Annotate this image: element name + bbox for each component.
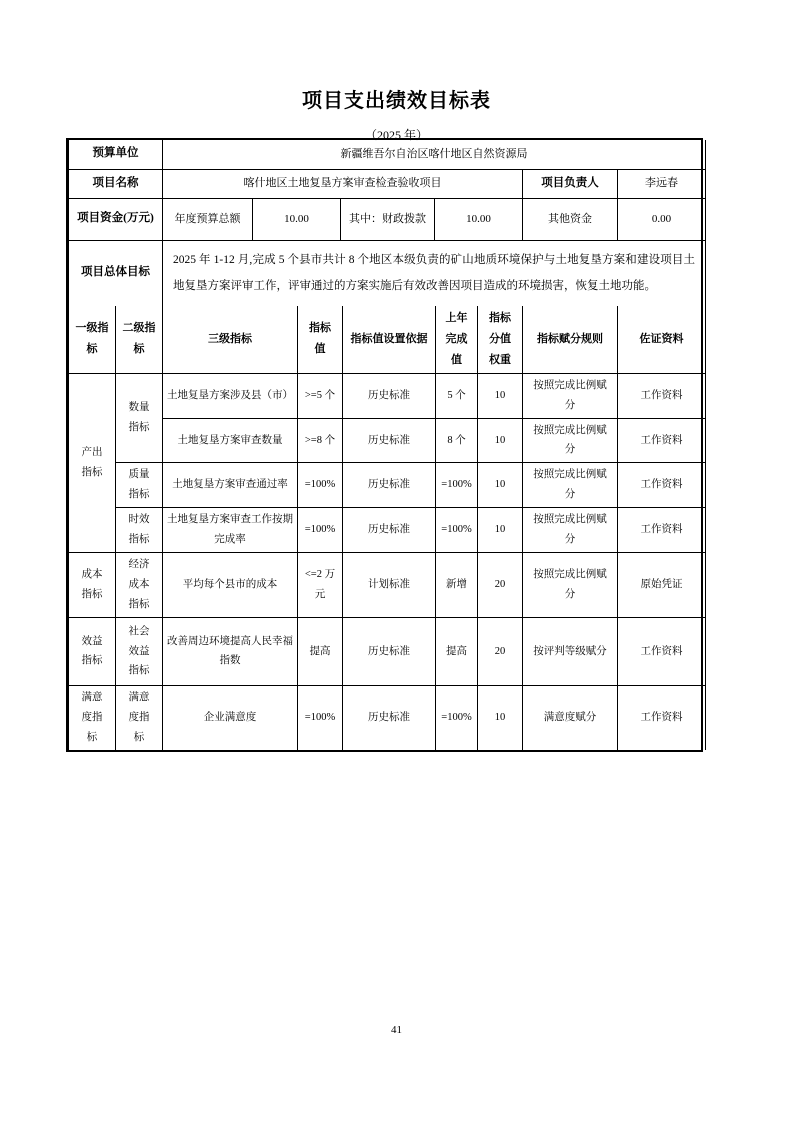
weight-cell: 10 bbox=[478, 418, 523, 463]
target-value-cell: =100% bbox=[298, 508, 343, 553]
target-value-cell: =100% bbox=[298, 685, 343, 749]
prev-year-cell: 新增 bbox=[436, 553, 478, 618]
evidence-cell: 工作资料 bbox=[618, 617, 706, 685]
level1-output-indicator: 产出指标 bbox=[69, 373, 116, 553]
evidence-cell: 工作资料 bbox=[618, 508, 706, 553]
level1-benefit-indicator: 效益指标 bbox=[69, 617, 116, 685]
target-value-cell: 提高 bbox=[298, 617, 343, 685]
level2-economic-cost-indicator: 经济成本指标 bbox=[116, 553, 163, 618]
page-subtitle: （2025 年） bbox=[364, 128, 428, 142]
evidence-cell: 工作资料 bbox=[618, 685, 706, 749]
basis-cell: 历史标准 bbox=[343, 617, 436, 685]
header-level2: 二级指标 bbox=[116, 306, 163, 373]
basis-cell: 历史标准 bbox=[343, 463, 436, 508]
basis-cell: 历史标准 bbox=[343, 373, 436, 418]
page-number: 41 bbox=[391, 1024, 402, 1036]
header-evidence: 佐证资料 bbox=[618, 306, 706, 373]
level1-satisfaction-indicator: 满意度指标 bbox=[69, 685, 116, 749]
target-value-cell: >=8 个 bbox=[298, 418, 343, 463]
basis-cell: 历史标准 bbox=[343, 508, 436, 553]
indicator-name-cell: 改善周边环境提高人民幸福指数 bbox=[163, 617, 298, 685]
scoring-rule-cell: 满意度赋分 bbox=[523, 685, 618, 749]
project-name-label: 项目名称 bbox=[69, 169, 163, 198]
evidence-cell: 工作资料 bbox=[618, 418, 706, 463]
prev-year-cell: =100% bbox=[436, 508, 478, 553]
header-target-value: 指标值 bbox=[298, 306, 343, 373]
indicator-name-cell: 土地复垦方案审查通过率 bbox=[163, 463, 298, 508]
weight-cell: 20 bbox=[478, 617, 523, 685]
project-funds-label: 项目资金(万元) bbox=[69, 198, 163, 240]
header-scoring-rule: 指标赋分规则 bbox=[523, 306, 618, 373]
indicator-name-cell: 企业满意度 bbox=[163, 685, 298, 749]
prev-year-cell: 5 个 bbox=[436, 373, 478, 418]
level2-quantity-indicator: 数量指标 bbox=[116, 373, 163, 463]
scoring-rule-cell: 按照完成比例赋分 bbox=[523, 463, 618, 508]
annual-budget-value: 10.00 bbox=[253, 198, 341, 240]
level2-social-benefit-indicator: 社会效益指标 bbox=[116, 617, 163, 685]
prev-year-cell: =100% bbox=[436, 463, 478, 508]
weight-cell: 10 bbox=[478, 508, 523, 553]
page-title: 项目支出绩效目标表 bbox=[302, 90, 491, 112]
indicator-name-cell: 土地复垦方案审查数量 bbox=[163, 418, 298, 463]
prev-year-cell: 8 个 bbox=[436, 418, 478, 463]
target-value-cell: =100% bbox=[298, 463, 343, 508]
annual-budget-label: 年度预算总额 bbox=[163, 198, 253, 240]
overall-goal-label: 项目总体目标 bbox=[69, 240, 163, 306]
basis-cell: 历史标准 bbox=[343, 685, 436, 749]
basis-cell: 历史标准 bbox=[343, 418, 436, 463]
project-name-value: 喀什地区土地复垦方案审查检查验收项目 bbox=[163, 169, 523, 198]
scoring-rule-cell: 按照完成比例赋分 bbox=[523, 373, 618, 418]
indicator-name-cell: 土地复垦方案涉及县（市） bbox=[163, 373, 298, 418]
evidence-cell: 原始凭证 bbox=[618, 553, 706, 618]
level1-cost-indicator: 成本指标 bbox=[69, 553, 116, 618]
performance-table bbox=[66, 138, 703, 752]
basis-cell: 计划标准 bbox=[343, 553, 436, 618]
evidence-cell: 工作资料 bbox=[618, 373, 706, 418]
header-prev-year: 上年完成值 bbox=[436, 306, 478, 373]
level2-quality-indicator: 质量指标 bbox=[116, 463, 163, 508]
scoring-rule-cell: 按照完成比例赋分 bbox=[523, 508, 618, 553]
project-leader-value: 李远春 bbox=[618, 169, 706, 198]
prev-year-cell: 提高 bbox=[436, 617, 478, 685]
weight-cell: 20 bbox=[478, 553, 523, 618]
other-funds-value: 0.00 bbox=[618, 198, 706, 240]
indicator-name-cell: 土地复垦方案审查工作按期完成率 bbox=[163, 508, 298, 553]
indicator-table bbox=[68, 306, 706, 750]
indicator-name-cell: 平均每个县市的成本 bbox=[163, 553, 298, 618]
scoring-rule-cell: 按照完成比例赋分 bbox=[523, 418, 618, 463]
prev-year-cell: =100% bbox=[436, 685, 478, 749]
header-level1: 一级指标 bbox=[69, 306, 116, 373]
scoring-rule-cell: 按评判等级赋分 bbox=[523, 617, 618, 685]
overall-goal-value: 2025 年 1-12 月,完成 5 个县市共计 8 个地区本级负责的矿山地质环境保护与土地复垦方案和建设项目土地复垦方案评审工作，评审通过的方案实施后有效改善因项目造成的环境损害，恢复土地功能。 bbox=[163, 240, 706, 306]
budget-unit-label: 预算单位 bbox=[69, 140, 163, 169]
scoring-rule-cell: 按照完成比例赋分 bbox=[523, 553, 618, 618]
evidence-cell: 工作资料 bbox=[618, 463, 706, 508]
project-info-table bbox=[68, 140, 706, 306]
other-funds-label: 其他资金 bbox=[523, 198, 618, 240]
budget-unit-value: 新疆维吾尔自治区喀什地区自然资源局 bbox=[163, 140, 706, 169]
fiscal-allocation-value: 10.00 bbox=[435, 198, 523, 240]
level2-satisfaction-indicator: 满意度指标 bbox=[116, 685, 163, 749]
level2-timeliness-indicator: 时效指标 bbox=[116, 508, 163, 553]
header-weight: 指标分值权重 bbox=[478, 306, 523, 373]
weight-cell: 10 bbox=[478, 685, 523, 749]
weight-cell: 10 bbox=[478, 373, 523, 418]
header-level3: 三级指标 bbox=[163, 306, 298, 373]
project-leader-label: 项目负责人 bbox=[523, 169, 618, 198]
weight-cell: 10 bbox=[478, 463, 523, 508]
fiscal-allocation-label: 其中：财政拨款 bbox=[341, 198, 435, 240]
header-basis: 指标值设置依据 bbox=[343, 306, 436, 373]
target-value-cell: >=5 个 bbox=[298, 373, 343, 418]
target-value-cell: <=2 万元 bbox=[298, 553, 343, 618]
